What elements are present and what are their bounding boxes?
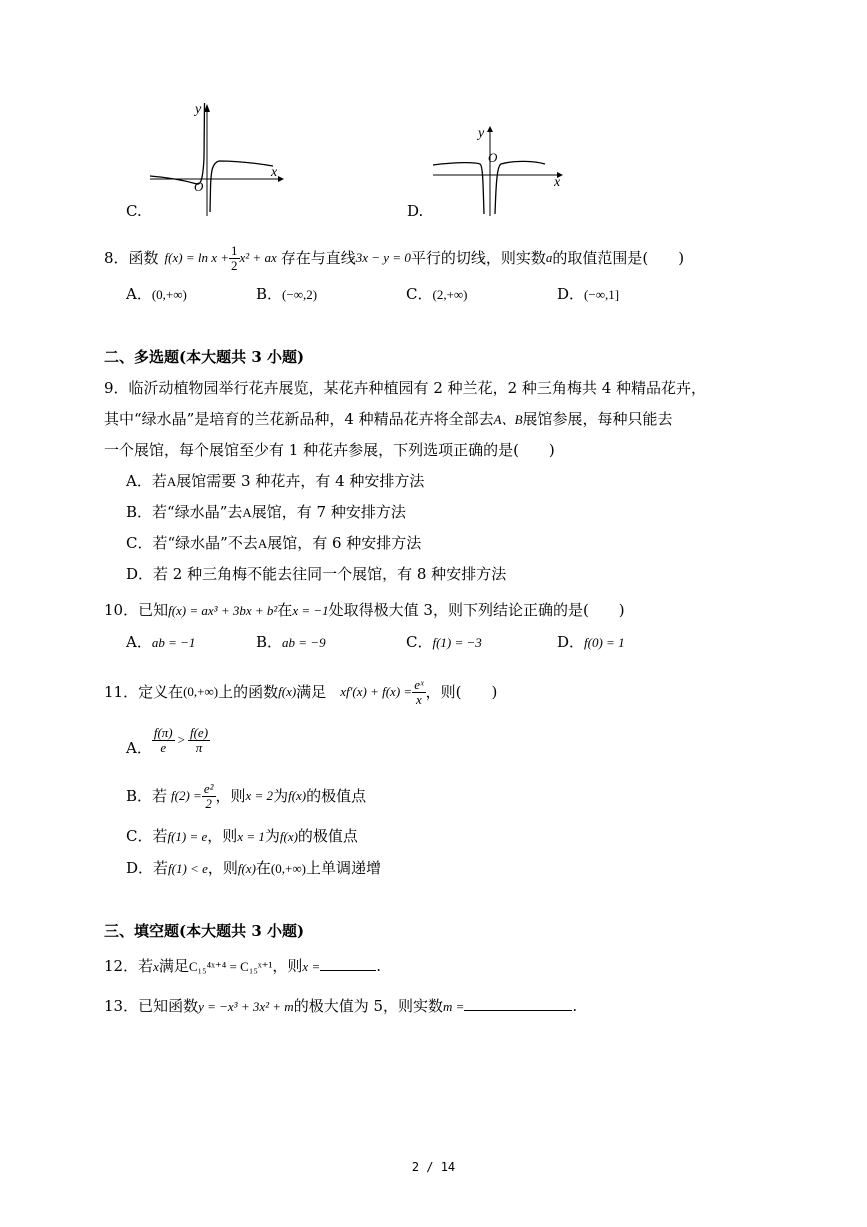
q11-option-d-mid2: 在 xyxy=(255,859,271,877)
q11-option-b[interactable] xyxy=(126,774,366,818)
q8-option-a[interactable] xyxy=(126,284,187,305)
q12-mid: 满足 xyxy=(158,957,189,975)
q11-equation-fraction: $\frac{\text{eˣ}}{x}$ xyxy=(414,676,424,707)
q12-post: ，则 xyxy=(272,957,303,975)
section-2-title: 二、多选题(本大题共 3 小题) xyxy=(104,348,305,366)
q9-option-c-var: A xyxy=(257,536,268,551)
q10-post: 处取得极大值 3，则下列结论正确的是( ) xyxy=(328,601,625,619)
q10-option-d-value: f(0) = 1 xyxy=(584,635,625,650)
question-10 xyxy=(104,600,625,621)
graph-d-axis-y: y xyxy=(478,126,485,141)
q11-option-c-cond: f(1) = e xyxy=(167,829,208,844)
q8-fraction: $\frac{1}{2}$ xyxy=(231,242,238,273)
q8-number: 8．函数 xyxy=(104,249,159,267)
q8-function-tail: x² + ax xyxy=(239,250,277,265)
q9-line-2-text-b: 展馆参展，每种只能去 xyxy=(522,410,673,428)
q9-option-c[interactable] xyxy=(126,533,421,554)
q11-mid: 上的函数 xyxy=(218,683,279,701)
q8-option-c-value: (2,+∞) xyxy=(432,287,468,302)
q8-option-d[interactable] xyxy=(557,284,619,305)
q8-option-d-label: D． xyxy=(557,285,585,303)
graph-c-label: C. xyxy=(126,202,142,220)
q10-mid: 在 xyxy=(277,601,293,619)
q11-option-a[interactable] xyxy=(126,718,210,762)
q11-option-c-fx: f(x) xyxy=(279,829,298,844)
q12-answer-var: x = xyxy=(302,959,321,974)
q11-fx: f(x) xyxy=(278,684,297,699)
graph-c-origin: O xyxy=(194,179,204,194)
q11-option-b-post: 的极值点 xyxy=(306,787,367,805)
q9-option-a[interactable] xyxy=(126,471,424,492)
q9-option-a-var: A xyxy=(166,474,177,489)
q10-option-c[interactable] xyxy=(406,632,482,653)
q13-answer-blank[interactable] xyxy=(464,996,572,1011)
graph-d xyxy=(425,124,570,219)
q11-option-a-op: > xyxy=(177,732,185,747)
q8-text-tail-b: 的取值范围是( ) xyxy=(552,249,685,267)
q11-option-c-pre: C．若 xyxy=(126,827,168,845)
q11-option-c-x: x = 1 xyxy=(237,829,265,844)
q9-option-d[interactable]: D．若 2 种三角梅不能去往同一个展馆，有 8 种安排方法 xyxy=(126,565,507,583)
q12-answer-blank[interactable] xyxy=(320,956,376,971)
q11-option-d-domain: (0,+∞) xyxy=(270,861,306,876)
q8-option-b-value: (−∞,2) xyxy=(282,287,318,302)
q13-function: y = −x³ + 3x² + m xyxy=(198,999,294,1014)
q11-domain: (0,+∞) xyxy=(183,684,219,699)
q10-option-b-label: B． xyxy=(256,633,283,651)
q11-option-d-pre: D．若 xyxy=(126,859,169,877)
q10-option-d[interactable] xyxy=(557,632,625,653)
graph-d-label: D. xyxy=(407,202,424,220)
graph-d-axis-x: x xyxy=(554,175,561,190)
q9-line-1: 9．临沂动植物园举行花卉展览，某花卉种植园有 2 种兰花，2 种三角梅共 4 种精品花卉， xyxy=(104,379,707,397)
q11-option-c-mid: ，则 xyxy=(207,827,238,845)
q13-end: . xyxy=(572,997,578,1015)
q8-line: 3x − y = 0 xyxy=(355,250,411,265)
q12-end: . xyxy=(376,957,381,975)
q13-post: 的极大值为 5，则实数 xyxy=(293,997,443,1015)
q9-line-2-math: A、B xyxy=(493,412,523,427)
q10-point: x = −1 xyxy=(292,603,329,618)
q8-text-tail-a: 平行的切线，则实数 xyxy=(410,249,546,267)
q12-equation: C₁₅⁴ˣ⁺⁴ = C₁₅ˣ⁺¹ xyxy=(188,959,273,974)
q10-option-b[interactable] xyxy=(256,632,326,653)
q9-option-c-pre: C．若“绿水晶”不去 xyxy=(126,534,258,552)
q8-option-c-label: C． xyxy=(406,285,433,303)
q11-option-d-post: 上单调递增 xyxy=(305,859,381,877)
graph-c-axis-x: x xyxy=(271,165,278,180)
q9-option-b-pre: B．若“绿水晶”去 xyxy=(126,503,243,521)
q11-option-a-frac-1: $\frac{f(\pi)}{e}$ xyxy=(153,724,173,755)
q8-option-b-label: B． xyxy=(256,285,283,303)
q11-option-d-mid: ，则 xyxy=(207,859,238,877)
q11-option-d-fx: f(x) xyxy=(237,861,256,876)
q9-option-a-post: 展馆需要 3 种花卉，有 4 种安排方法 xyxy=(176,472,425,490)
q9-option-b-var: A xyxy=(242,505,252,520)
q11-option-b-fx: f(x) xyxy=(288,788,307,803)
question-12 xyxy=(104,956,381,977)
q10-option-b-value: ab = −9 xyxy=(282,635,326,650)
q9-option-a-pre: A．若 xyxy=(126,472,167,490)
q11-option-b-mid2: 为 xyxy=(273,787,289,805)
q8-option-d-value: (−∞,1] xyxy=(584,287,620,302)
q9-line-3: 一个展馆，每个展馆至少有 1 种花卉参展，下列选项正确的是( ) xyxy=(104,441,555,459)
q12-x: x xyxy=(153,959,159,974)
q8-option-c[interactable] xyxy=(406,284,468,305)
question-13 xyxy=(104,996,577,1017)
graph-c-axis-y: y xyxy=(195,102,202,117)
q10-option-c-value: f(1) = −3 xyxy=(432,635,482,650)
q8-option-b[interactable] xyxy=(256,284,317,305)
graph-d-origin: O xyxy=(488,150,498,165)
q8-var-a: a xyxy=(545,250,553,265)
graph-c xyxy=(145,98,285,218)
q11-option-c-post: 的极值点 xyxy=(297,827,358,845)
q10-option-d-label: D． xyxy=(557,633,585,651)
page-number: 2 / 14 xyxy=(411,1160,456,1174)
question-8 xyxy=(104,238,684,278)
q9-option-b-post: 展馆，有 7 种安排方法 xyxy=(251,503,406,521)
q11-option-b-frac: $\frac{\text{e²}}{2}$ xyxy=(203,780,214,811)
q11-option-b-pre: B．若 xyxy=(126,787,168,805)
question-11 xyxy=(104,670,497,714)
q13-pre: 13．已知函数 xyxy=(104,997,199,1015)
q10-function: f(x) = ax³ + 3bx + b² xyxy=(168,603,278,618)
q11-option-a-frac-2: $\frac{f(e)}{\pi}$ xyxy=(189,724,209,755)
q8-function: f(x) = ln x + xyxy=(164,250,230,265)
q10-option-a-label: A． xyxy=(126,633,152,651)
q11-option-b-mid: ，则 xyxy=(215,787,246,805)
q9-option-b[interactable] xyxy=(126,502,406,523)
q11-mid2: 满足 xyxy=(296,683,327,701)
q9-option-c-post: 展馆，有 6 种安排方法 xyxy=(267,534,422,552)
q12-pre: 12．若 xyxy=(104,957,154,975)
q11-option-c-mid2: 为 xyxy=(264,827,280,845)
section-3-title: 三、填空题(本大题共 3 小题) xyxy=(104,922,305,940)
q8-option-a-label: A． xyxy=(126,285,152,303)
q9-line-2 xyxy=(104,409,673,430)
q10-option-a-value: ab = −1 xyxy=(151,635,196,650)
q11-option-a-label: A． xyxy=(126,739,152,757)
q11-option-b-lhs: f(2) = xyxy=(171,788,202,803)
q11-equation-left: xf′(x) + f(x) = xyxy=(340,684,413,699)
q11-option-d-cond: f(1) < e xyxy=(168,861,208,876)
q11-option-c[interactable] xyxy=(126,826,358,847)
q11-option-b-x: x = 2 xyxy=(245,788,274,803)
q8-option-a-value: (0,+∞) xyxy=(151,287,187,302)
q10-option-c-label: C． xyxy=(406,633,433,651)
q9-line-2-text-a: 其中“绿水晶”是培育的兰花新品种，4 种精品花卉将全部去 xyxy=(104,410,494,428)
q10-option-a[interactable] xyxy=(126,632,195,653)
q10-pre: 10．已知 xyxy=(104,601,169,619)
q11-option-d[interactable] xyxy=(126,858,381,879)
q11-post: ，则( ) xyxy=(425,683,498,701)
q11-pre: 11．定义在 xyxy=(104,683,184,701)
q8-text-mid: 存在与直线 xyxy=(280,249,356,267)
q13-answer-var: m = xyxy=(443,999,465,1014)
